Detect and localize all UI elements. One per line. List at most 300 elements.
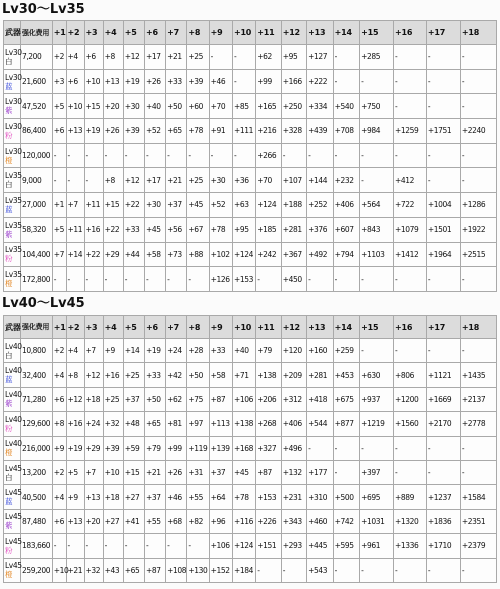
value-cell: - [281,143,306,168]
header-level-15: +14 [333,21,360,45]
table-row [4,69,497,94]
value-cell: +1412 [394,242,427,267]
cost-cell: 120,000 [20,143,52,168]
table-header-row [4,316,497,339]
weapon-cell [4,460,21,484]
header-weapon: 武器 [4,21,21,45]
weapon-level: Lv35 [5,195,22,205]
value-cell: +937 [360,387,394,411]
value-cell: +1103 [360,242,394,267]
value-cell: +12 [123,168,144,193]
weapon-rank: 白 [5,56,13,66]
value-cell: - [426,558,460,582]
header-level-2: +1 [52,21,66,45]
value-cell: +45 [144,217,165,242]
value-cell: +64 [209,485,232,509]
cost-cell: 86,400 [20,119,52,144]
value-cell: +12 [84,363,103,387]
value-cell: +91 [209,119,232,144]
value-cell: +75 [187,387,209,411]
table-row [4,168,497,193]
value-cell: +132 [281,460,306,484]
value-cell: +27 [123,485,144,509]
value-cell: - [426,460,460,484]
value-cell: +496 [281,436,306,460]
value-cell: - [307,267,334,292]
value-cell: +268 [256,412,281,436]
value-cell: +708 [333,119,360,144]
weapon-rank: 蓝 [5,81,13,91]
value-cell: +21 [166,45,187,70]
value-cell: +4 [52,485,66,509]
value-cell: +1964 [426,242,460,267]
value-cell: +10 [66,94,84,119]
value-cell: +418 [307,387,334,411]
header-level-16: +15 [360,316,394,339]
value-cell: +7 [52,242,66,267]
value-cell: +794 [333,242,360,267]
value-cell: +1922 [460,217,496,242]
value-cell: - [460,94,496,119]
value-cell: +39 [103,436,123,460]
value-cell: +37 [209,460,232,484]
value-cell: +50 [166,94,187,119]
value-cell: - [52,534,66,558]
value-cell: +37 [166,193,187,218]
cost-cell: 129,600 [20,412,52,436]
value-cell: +21 [166,168,187,193]
value-cell: - [360,339,394,363]
value-cell: +144 [307,168,334,193]
value-cell: +7 [66,193,84,218]
value-cell: +33 [123,217,144,242]
value-cell: - [166,143,187,168]
value-cell: +62 [166,387,187,411]
weapon-level: Lv40 [5,341,22,351]
value-cell: - [52,168,66,193]
weapon-cell [4,193,21,218]
value-cell: +231 [281,485,306,509]
value-cell: +1 [52,193,66,218]
value-cell: +30 [144,193,165,218]
weapon-cell [4,509,21,533]
value-cell: +453 [333,363,360,387]
value-cell: +82 [187,509,209,533]
value-cell: +81 [166,412,187,436]
header-cost: 强化费用 [20,316,52,339]
value-cell: +328 [281,119,306,144]
value-cell: +1584 [460,485,496,509]
weapon-cell [4,436,21,460]
value-cell: +595 [333,534,360,558]
value-cell: +11 [84,193,103,218]
table-row [4,242,497,267]
table-row [4,363,497,387]
value-cell: +1079 [394,217,427,242]
weapon-level: Lv30 [5,47,22,57]
value-cell: +87 [209,387,232,411]
value-cell: +310 [307,485,334,509]
value-cell: +2170 [426,412,460,436]
value-cell: - [360,69,394,94]
value-cell: +108 [166,558,187,582]
cost-cell: 21,600 [20,69,52,94]
value-cell: +10 [84,69,103,94]
value-cell: +26 [103,119,123,144]
value-cell: +152 [209,558,232,582]
header-level-11: +10 [232,316,255,339]
value-cell: +43 [103,558,123,582]
value-cell: +106 [209,534,232,558]
value-cell: - [103,267,123,292]
value-cell: +62 [256,45,281,70]
value-cell: +1286 [460,193,496,218]
weapon-level: Lv35 [5,220,22,230]
table-row [4,436,497,460]
header-level-7: +6 [144,21,165,45]
value-cell: +13 [103,69,123,94]
value-cell: +412 [394,168,427,193]
value-cell: - [333,267,360,292]
value-cell: +70 [256,168,281,193]
value-cell: +2 [52,45,66,70]
value-cell: +9 [66,485,84,509]
value-cell: - [52,143,66,168]
value-cell: - [333,436,360,460]
value-cell: +185 [256,217,281,242]
value-cell: - [66,143,84,168]
value-cell: +124 [232,242,255,267]
value-cell: +327 [256,436,281,460]
value-cell: - [123,534,144,558]
value-cell: +138 [256,363,281,387]
header-level-19: +18 [460,21,496,45]
value-cell: +45 [187,193,209,218]
weapon-cell [4,558,21,582]
weapon-rank: 白 [5,350,13,360]
value-cell: +55 [187,485,209,509]
value-cell: - [360,267,394,292]
value-cell: +21 [66,558,84,582]
header-level-18: +17 [426,316,460,339]
value-cell: +21 [144,460,165,484]
weapon-level: Lv35 [5,171,22,181]
value-cell: - [187,143,209,168]
value-cell: +124 [232,534,255,558]
weapon-rank: 白 [5,180,13,190]
value-cell: - [394,45,427,70]
value-cell: +675 [333,387,360,411]
value-cell: +252 [307,193,334,218]
value-cell: +68 [166,509,187,533]
weapon-rank: 橙 [5,570,13,580]
weapon-rank: 粉 [5,545,13,555]
value-cell: +19 [144,339,165,363]
weapon-level: Lv40 [5,366,22,376]
value-cell: +1836 [426,509,460,533]
value-cell: - [232,45,255,70]
value-cell: - [66,534,84,558]
header-level-14: +13 [307,316,334,339]
value-cell: +984 [360,119,394,144]
table-row [4,534,497,558]
value-cell: +153 [232,267,255,292]
value-cell: - [307,436,334,460]
value-cell: - [460,339,496,363]
value-cell: +45 [232,460,255,484]
table-row [4,387,497,411]
value-cell: +99 [256,69,281,94]
value-cell: +120 [281,339,306,363]
table-row [4,119,497,144]
value-cell: +65 [144,412,165,436]
value-cell: +41 [123,509,144,533]
table-row [4,485,497,509]
value-cell: +607 [333,217,360,242]
value-cell: +439 [307,119,334,144]
value-cell: +492 [307,242,334,267]
value-cell: - [460,267,496,292]
value-cell: +564 [360,193,394,218]
header-level-14: +13 [307,21,334,45]
header-level-5: +4 [103,316,123,339]
value-cell: +85 [232,94,255,119]
cost-cell: 259,200 [20,558,52,582]
value-cell: +165 [256,94,281,119]
value-cell: +1320 [394,509,427,533]
value-cell: +1435 [460,363,496,387]
value-cell: +1560 [394,412,427,436]
value-cell: +87 [256,460,281,484]
weapon-level: Lv45 [5,536,22,546]
value-cell: +19 [66,436,84,460]
value-cell: - [144,143,165,168]
value-cell: +40 [232,339,255,363]
value-cell: +13 [84,485,103,509]
weapon-cell [4,412,21,436]
weapon-cell [4,485,21,509]
value-cell: +11 [66,217,84,242]
value-cell: +8 [66,363,84,387]
weapon-level: Lv45 [5,463,22,473]
header-level-5: +4 [103,21,123,45]
value-cell: - [256,267,281,292]
value-cell: +397 [360,460,394,484]
value-cell: +139 [209,436,232,460]
value-cell: +4 [66,45,84,70]
weapon-cell [4,387,21,411]
value-cell: +168 [232,436,255,460]
value-cell: - [426,143,460,168]
value-cell: +750 [360,94,394,119]
value-cell: - [460,168,496,193]
value-cell: +242 [256,242,281,267]
value-cell: +78 [209,217,232,242]
weapon-level: Lv40 [5,439,22,449]
value-cell: +6 [52,509,66,533]
header-level-18: +17 [426,21,460,45]
weapon-cell [4,119,21,144]
value-cell: +13 [66,509,84,533]
value-cell: +12 [66,387,84,411]
cost-cell: 9,000 [20,168,52,193]
header-level-2: +1 [52,316,66,339]
value-cell: - [281,558,306,582]
weapon-cell [4,168,21,193]
value-cell: +63 [232,193,255,218]
weapon-level: Lv30 [5,72,22,82]
value-cell: +22 [84,242,103,267]
value-cell: +79 [256,339,281,363]
value-cell: +29 [103,242,123,267]
cost-cell: 87,480 [20,509,52,533]
weapon-level: Lv40 [5,390,22,400]
value-cell: - [232,143,255,168]
value-cell: - [333,69,360,94]
header-level-8: +7 [166,21,187,45]
weapon-rank: 蓝 [5,375,13,385]
value-cell: +293 [281,534,306,558]
value-cell: - [84,168,103,193]
value-cell: - [394,143,427,168]
weapon-rank: 紫 [5,399,13,409]
value-cell: +36 [232,168,255,193]
value-cell: - [333,45,360,70]
value-cell: +1219 [360,412,394,436]
value-cell: +25 [103,387,123,411]
value-cell: - [209,45,232,70]
value-cell: +16 [84,217,103,242]
cost-cell: 10,800 [20,339,52,363]
weapon-rank: 粉 [5,254,13,264]
value-cell: +8 [103,45,123,70]
cost-cell: 172,800 [20,267,52,292]
value-cell: +26 [166,460,187,484]
header-level-7: +6 [144,316,165,339]
weapon-level: Lv35 [5,270,22,280]
value-cell: +55 [144,509,165,533]
value-cell: +2137 [460,387,496,411]
value-cell: +46 [209,69,232,94]
header-level-13: +12 [281,21,306,45]
header-level-4: +3 [84,21,103,45]
weapon-rank: 橙 [5,448,13,458]
value-cell: +106 [232,387,255,411]
header-level-15: +14 [333,316,360,339]
cost-cell: 40,500 [20,485,52,509]
weapon-rank: 紫 [5,229,13,239]
upgrade-table-lv40-45 [3,315,497,583]
value-cell: +26 [144,69,165,94]
value-cell: +111 [232,119,255,144]
weapon-level: Lv45 [5,488,22,498]
value-cell: - [333,143,360,168]
header-level-6: +5 [123,21,144,45]
value-cell: +20 [103,94,123,119]
value-cell: +343 [281,509,306,533]
table-row [4,460,497,484]
value-cell: +18 [103,485,123,509]
value-cell: - [394,339,427,363]
value-cell: +450 [281,267,306,292]
value-cell: +37 [123,387,144,411]
value-cell: - [103,143,123,168]
value-cell: +30 [123,94,144,119]
value-cell: +5 [52,94,66,119]
value-cell: +7 [84,460,103,484]
value-cell: +130 [187,558,209,582]
value-cell: - [460,460,496,484]
value-cell: +113 [209,412,232,436]
value-cell: +460 [307,509,334,533]
table-row [4,412,497,436]
value-cell: - [394,558,427,582]
weapon-level: Lv45 [5,561,22,571]
value-cell: +33 [166,69,187,94]
value-cell: +226 [256,509,281,533]
header-level-3: +2 [66,316,84,339]
value-cell: +1336 [394,534,427,558]
value-cell: +15 [84,94,103,119]
value-cell: +2 [52,460,66,484]
value-cell: +96 [209,509,232,533]
value-cell: +95 [232,217,255,242]
weapon-cell [4,45,21,70]
table-row [4,94,497,119]
value-cell: +4 [52,363,66,387]
value-cell: - [209,143,232,168]
value-cell: - [84,534,103,558]
value-cell: +88 [187,242,209,267]
weapon-rank: 橙 [5,155,13,165]
header-level-19: +18 [460,316,496,339]
value-cell: +9 [103,339,123,363]
header-level-12: +11 [256,21,281,45]
value-cell: +37 [144,485,165,509]
cost-cell: 183,660 [20,534,52,558]
value-cell: +27 [103,509,123,533]
cost-cell: 71,280 [20,387,52,411]
value-cell: +17 [144,168,165,193]
value-cell: - [360,168,394,193]
value-cell: +70 [209,94,232,119]
value-cell: - [333,558,360,582]
table-row [4,193,497,218]
value-cell: +52 [209,193,232,218]
value-cell: - [333,460,360,484]
value-cell: - [123,267,144,292]
value-cell: +39 [187,69,209,94]
value-cell: +843 [360,217,394,242]
value-cell: - [232,69,255,94]
weapon-cell [4,363,21,387]
table-row [4,339,497,363]
value-cell: - [166,534,187,558]
weapon-rank: 粉 [5,423,13,433]
value-cell: +695 [360,485,394,509]
cost-cell: 216,000 [20,436,52,460]
weapon-cell [4,143,21,168]
value-cell: +127 [307,45,334,70]
section-title-lv40-45: Lv40～Lv45 [2,296,85,311]
value-cell: +259 [333,339,360,363]
value-cell: +206 [256,387,281,411]
weapon-cell [4,534,21,558]
value-cell: +266 [256,143,281,168]
weapon-cell [4,69,21,94]
header-level-10: +9 [209,21,232,45]
value-cell: +445 [307,534,334,558]
